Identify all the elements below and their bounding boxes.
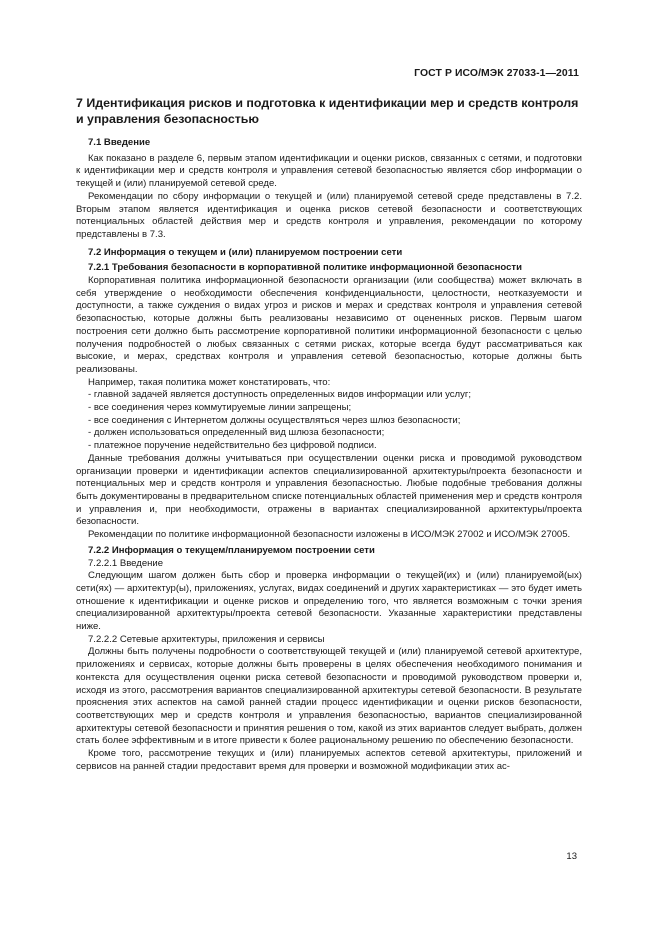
- heading-7-2-2-2: 7.2.2.2 Сетевые архитектуры, приложения и сервисы: [88, 633, 325, 645]
- paragraph-7-1-1: Как показано в разделе 6, первым этапом идентификации и оценки рисков, связанных с сетями, и подготовки к идентификации мер и средств контроля и управления сетевой безопасностью является сбор информации о текущей и (или) планируемой сетевой среде.: [76, 152, 582, 190]
- paragraph-7-2-2-1-1: Следующим шагом должен быть сбор и проверка информации о текущей(их) и (или) планируемой(ых) сети(ях) — архитектур(ы), приложениях, услугах, видах соединений и других характеристиках — это будет иметь отношение к идентификации и оценке рисков и определению того, что является возможным с точки зрения специализированной архитектуры/проекта сетевой безопасности. Указанные характеристики представлены ниже.: [76, 570, 582, 633]
- heading-7-2-2-1: 7.2.2.1 Введение: [88, 557, 164, 569]
- heading-7-2-1: 7.2.1 Требования безопасности в корпоративной политике информационной безопасности: [88, 262, 522, 274]
- paragraph-7-2-1-2: Например, такая политика может констатировать, что:: [88, 376, 331, 388]
- heading-7-2: 7.2 Информация о текущем и (или) планируемом построении сети: [88, 246, 403, 258]
- paragraph-7-2-2-2-2: Кроме того, рассмотрение текущих и (или) планируемых аспектов сетевой архитектуры, приложений и сервисов на ранней стадии предоставит время для проверки и возможной модификации этих ас-: [76, 748, 582, 772]
- section-title: 7 Идентификация рисков и подготовка к идентификации мер и средств контроля и управления безопасностью: [76, 96, 579, 126]
- document-body: [76, 96, 582, 773]
- paragraph-7-2-1-1: Корпоративная политика информационной безопасности организации (или сообщества) может включать в себя утверждение о необходимости обеспечения конфиденциальности, целостности, неотказуемости и доступности, а также суждения о видах угроз и рисков и мерах и средствах контроля и управления сетевой безопасностью, которые должны быть реализованы независимо от оцененных рисков. Первым шагом построения сети должно быть рассмотрение корпоративной политики информационной безопасности с целью получения подробностей о любых связанных с сетями рисках, которые всегда будут рассматриваться как высокие, и мерах, средствах контроля и управления сетевой безопасностью, которые должны быть реализованы.: [76, 275, 582, 375]
- paragraph-7-2-1-4: Рекомендации по политике информационной безопасности изложены в ИСО/МЭК 27002 и ИСО/МЭК 27005.: [88, 529, 571, 541]
- document-header-id: ГОСТ Р ИСО/МЭК 27033-1—2011: [414, 68, 579, 79]
- list-item: - все соединения с Интернетом должны осуществляться через шлюз безопасности;: [88, 414, 461, 426]
- list-item: - все соединения через коммутируемые линии запрещены;: [88, 402, 352, 414]
- paragraph-7-2-1-3: Данные требования должны учитываться при осуществлении оценки риска и проводимой руководством организации проверки и идентификации аспектов специализированной архитектуры/проекта безопасности и потенциальных мер и средств контроля и управления безопасностью. Любые подобные требования должны быть документированы в предварительном списке потенциальных областей применения мер и средств контроля и управления и, при необходимости, отражены в вариантах специализированной архитектуры/проекта безопасности.: [76, 452, 582, 528]
- list-item: - платежное поручение недействительно без цифровой подписи.: [88, 440, 377, 452]
- paragraph-7-2-2-2-1: Должны быть получены подробности о соответствующей текущей и (или) планируемой сетевой архитектуре, приложениях и сервисах, которые должны быть проверены в целях обеспечения необходимого понимания и контекста для осуществления оценки риска сетевой безопасности и проводимой руководством проверки и, исходя из этого, рассмотрения вариантов специализированной архитектуры сетевой безопасности. В результате прояснения этих аспектов на самой ранней стадии процесс идентификации и оценки рисков безопасности, соответствующих мер и средств контроля и управления безопасностью, вариантов специализированной архитектуры сетевой безопасности и принятия решения о том, какой из этих вариантов следует выбрать, должен стать более эффективным и в итоге привести к более рациональному решению по обеспечению безопасности.: [76, 646, 582, 747]
- heading-7-2-2: 7.2.2 Информация о текущем/планируемом построении сети: [88, 544, 375, 556]
- paragraph-7-1-2: Рекомендации по сбору информации о текущей и (или) планируемой сетевой среде представлены в 7.2. Вторым этапом является идентификация и оценка рисков сетевой безопасности и соответствующих потенциальных областей действия мер и средств контроля и управления, рекомендации по которому представлены в 7.3.: [76, 190, 582, 240]
- list-item: - главной задачей является доступность определенных видов информации или услуг;: [88, 389, 472, 401]
- list-item: - должен использоваться определенный вид шлюза безопасности;: [88, 427, 385, 439]
- heading-7-1: 7.1 Введение: [88, 137, 151, 148]
- page-number: 13: [566, 851, 577, 862]
